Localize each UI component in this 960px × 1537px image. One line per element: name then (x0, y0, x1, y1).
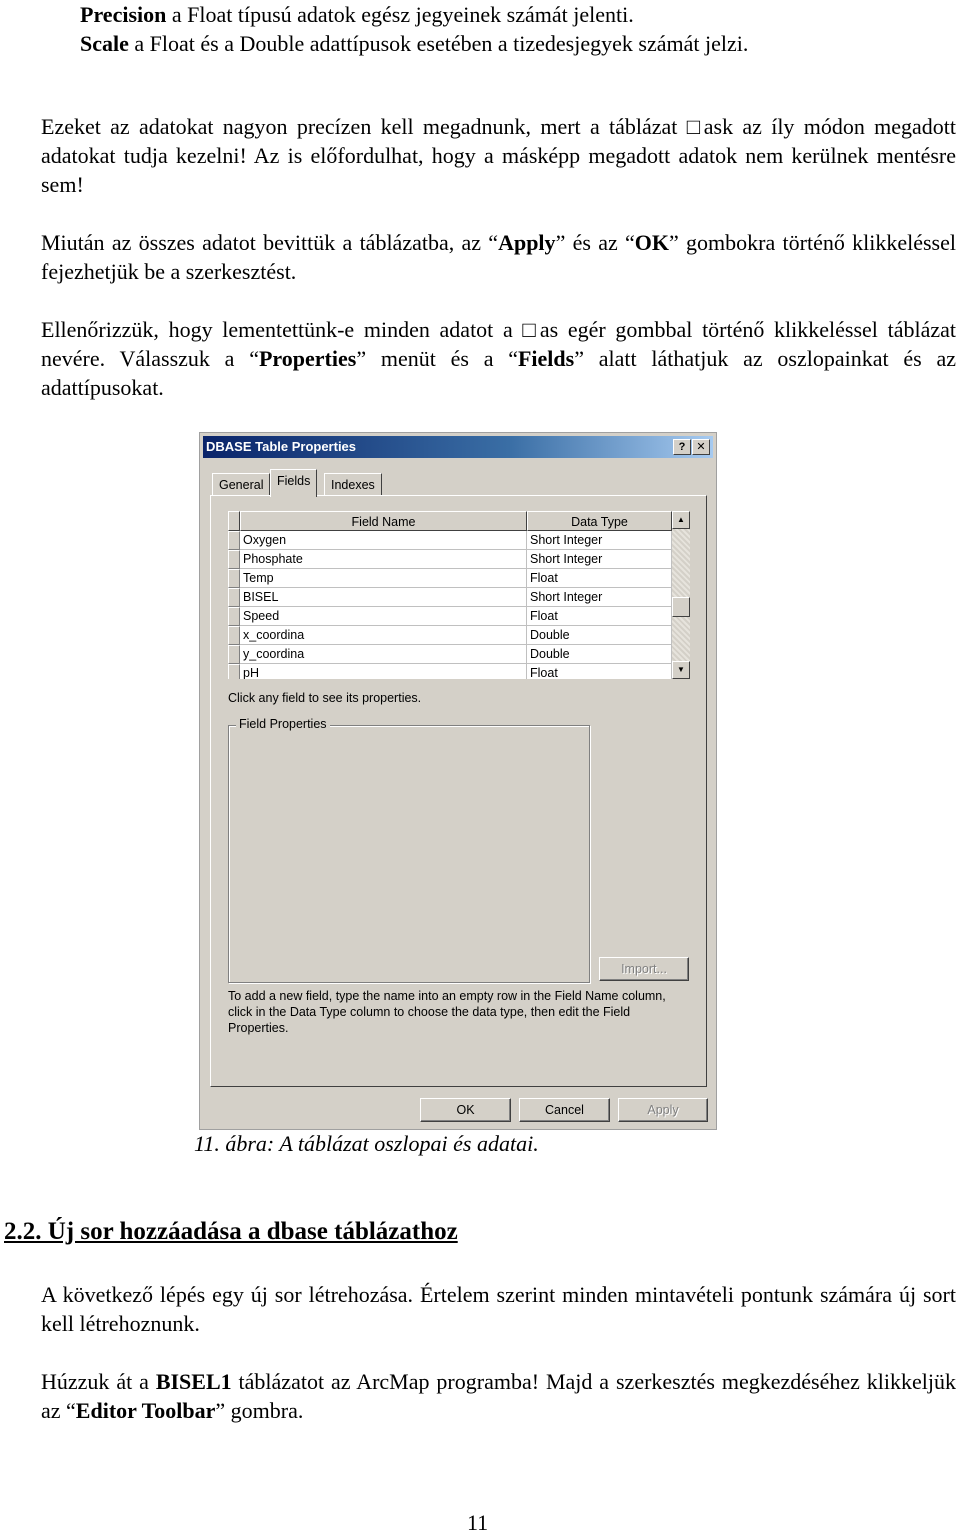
scroll-down-arrow-icon[interactable]: ▼ (672, 661, 690, 679)
field-hint-text: Click any field to see its properties. (228, 691, 422, 705)
precision-definition: Precision a Float típusú adatok egész jegyeinek számát jelenti. (80, 2, 634, 27)
column-header-field-name[interactable]: Field Name (240, 511, 527, 531)
data-type-cell[interactable]: Double (527, 626, 672, 645)
dialog-titlebar (203, 436, 713, 458)
tab-general[interactable]: General (212, 473, 270, 496)
data-type-cell[interactable]: Double (527, 645, 672, 664)
grid-corner (228, 511, 240, 531)
paragraph-new-row: A következő lépés egy új sor létrehozása. Értelem szerint minden mintavételi pontunk számára új sort kell létrehoznunk. (41, 1282, 956, 1336)
cancel-button[interactable]: Cancel (519, 1098, 610, 1122)
row-selector[interactable] (228, 645, 240, 664)
data-type-cell[interactable]: Float (527, 569, 672, 588)
paragraph-editor-toolbar: Húzzuk át a BISEL1 táblázatot az ArcMap programba! Majd a szerkesztés megkezdéséhez klikkeljük az “Editor Toolbar” gombra. (41, 1369, 957, 1423)
data-type-cell[interactable]: Short Integer (527, 550, 672, 569)
tab-indexes[interactable]: Indexes (324, 473, 382, 496)
grid-scrollbar[interactable] (672, 511, 690, 679)
data-type-cell[interactable]: Float (527, 664, 672, 679)
data-type-cell[interactable]: Short Integer (527, 531, 672, 550)
field-properties-label: Field Properties (236, 717, 330, 731)
row-selector[interactable] (228, 607, 240, 626)
column-header-data-type[interactable]: Data Type (527, 511, 672, 531)
row-selector[interactable] (228, 588, 240, 607)
close-button[interactable]: ✕ (692, 439, 710, 455)
section-heading: 2.2. Új sor hozzáadása a dbase táblázathoz (4, 1218, 458, 1245)
row-selector[interactable] (228, 664, 240, 679)
paragraph-precision-warning: Ezeket az adatokat nagyon precízen kell megadnunk, mert a táblázat □ask az íly módon megadott adatokat tudja kezelni! Az is előfordulhat, hogy a másképp megadott adatok nem kerülnek mentésre sem! (41, 114, 956, 197)
paragraph-check-fields: Ellenőrizzük, hogy lementettünk-e minden adatot a □as egér gombbal történő klikkeléssel táblázat nevére. Válasszuk a “Properties” menüt és a “Fields” alatt láthatjuk az oszlopainkat és az adattípusokat. (41, 317, 956, 400)
scale-definition: Scale a Float és a Double adattípusok esetében a tizedesjegyek számát jelzi. (80, 31, 749, 56)
data-type-cell[interactable]: Short Integer (527, 588, 672, 607)
scroll-up-arrow-icon[interactable]: ▲ (672, 511, 690, 529)
row-selector[interactable] (228, 626, 240, 645)
field-name-cell[interactable]: Oxygen (240, 531, 527, 550)
row-selector[interactable] (228, 550, 240, 569)
page-number: 11 (467, 1510, 489, 1535)
field-name-cell[interactable]: x_coordina (240, 626, 527, 645)
dbase-table-properties-dialog (199, 432, 717, 1130)
field-name-cell[interactable]: Phosphate (240, 550, 527, 569)
figure-caption: 11. ábra: A táblázat oszlopai és adatai. (194, 1131, 539, 1156)
paragraph-apply-ok: Miután az összes adatot bevittük a táblázatba, az “Apply” és az “OK” gombokra történő klikkeléssel fejezhetjük be a szerkesztést. (41, 230, 956, 284)
field-properties-group (228, 725, 590, 983)
field-name-cell[interactable]: Speed (240, 607, 527, 626)
data-type-cell[interactable]: Float (527, 607, 672, 626)
ok-button[interactable]: OK (420, 1098, 511, 1122)
dialog-title: DBASE Table Properties (206, 439, 357, 454)
row-selector[interactable] (228, 531, 240, 550)
field-name-cell[interactable]: pH (240, 664, 527, 679)
add-field-instructions: To add a new field, type the name into an empty row in the Field Name column, click in the Data Type column to choose the data type, then edit the Field Properties. (228, 989, 666, 1035)
fields-grid[interactable] (228, 511, 690, 679)
row-selector[interactable] (228, 569, 240, 588)
field-name-cell[interactable]: BISEL (240, 588, 527, 607)
apply-button[interactable]: Apply (618, 1098, 708, 1122)
tab-fields[interactable]: Fields (270, 469, 317, 497)
help-button[interactable]: ? (673, 439, 691, 455)
scroll-thumb[interactable] (672, 597, 690, 617)
field-name-cell[interactable]: y_coordina (240, 645, 527, 664)
import-button[interactable]: Import... (599, 957, 689, 981)
field-name-cell[interactable]: Temp (240, 569, 527, 588)
definitions (80, 0, 748, 58)
